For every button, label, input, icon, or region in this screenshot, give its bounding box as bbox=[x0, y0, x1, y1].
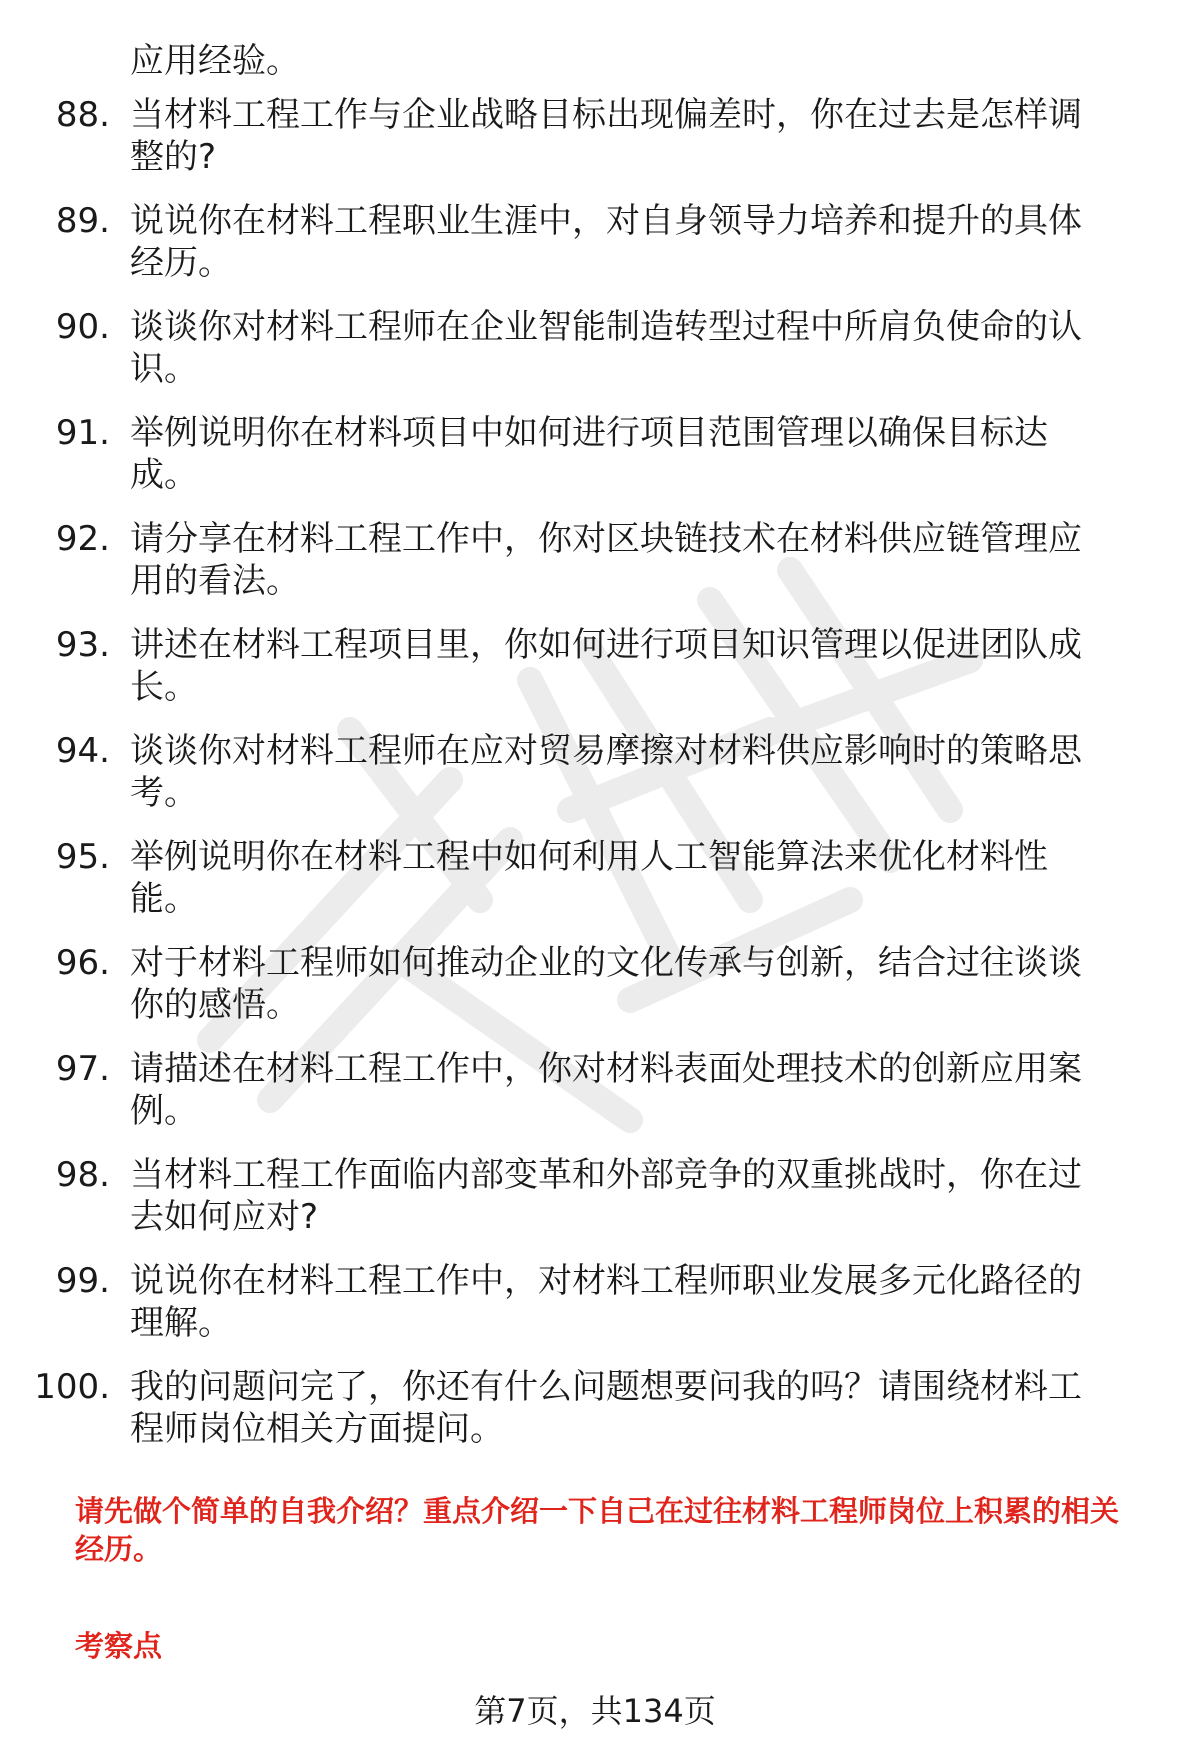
page-footer: 第7页，共134页 bbox=[474, 1692, 716, 1730]
highlight-question bbox=[75, 1492, 1165, 1568]
text-line: 我的问题问完了，你还有什么问题想要问我的吗？请围绕材料工 bbox=[130, 1367, 1082, 1407]
question-number: 90. bbox=[55, 307, 110, 347]
text-line: 当材料工程工作与企业战略目标出现偏差时，你在过去是怎样调 bbox=[130, 95, 1082, 135]
question-number: 95. bbox=[55, 837, 110, 877]
examination-point-label: 考察点 bbox=[75, 1629, 163, 1663]
question-text bbox=[130, 1260, 1150, 1344]
question-item bbox=[0, 1154, 1190, 1260]
question-text bbox=[130, 836, 1150, 920]
text-line: 举例说明你在材料工程中如何利用人工智能算法来优化材料性 bbox=[130, 837, 1048, 877]
text-line: 说说你在材料工程工作中，对材料工程师职业发展多元化路径的 bbox=[130, 1261, 1082, 1301]
text-line: 能。 bbox=[130, 879, 198, 919]
text-line: 你的感悟。 bbox=[130, 985, 300, 1025]
question-text bbox=[130, 624, 1150, 708]
question-number: 89. bbox=[55, 201, 110, 241]
question-item bbox=[0, 94, 1190, 200]
question-text bbox=[130, 942, 1150, 1026]
question-number: 88. bbox=[55, 95, 110, 135]
question-number: 97. bbox=[55, 1049, 110, 1089]
highlight-line: 经历。 bbox=[75, 1532, 163, 1566]
question-number: 93. bbox=[55, 625, 110, 665]
text-line: 请分享在材料工程工作中，你对区块链技术在材料供应链管理应 bbox=[130, 519, 1082, 559]
question-text bbox=[130, 1154, 1150, 1238]
question-number: 96. bbox=[55, 943, 110, 983]
question-number: 99. bbox=[55, 1261, 110, 1301]
question-item bbox=[0, 836, 1190, 942]
question-item bbox=[0, 306, 1190, 412]
text-line: 当材料工程工作面临内部变革和外部竞争的双重挑战时，你在过 bbox=[130, 1155, 1082, 1195]
continuation-line bbox=[0, 40, 1190, 94]
question-item bbox=[0, 518, 1190, 624]
text-line: 识。 bbox=[130, 349, 198, 389]
text-line: 考。 bbox=[130, 773, 198, 813]
text-line: 举例说明你在材料项目中如何进行项目范围管理以确保目标达 bbox=[130, 413, 1048, 453]
text-line: 讲述在材料工程项目里，你如何进行项目知识管理以促进团队成 bbox=[130, 625, 1082, 665]
text-line: 应用经验。 bbox=[130, 41, 300, 81]
question-text bbox=[130, 306, 1150, 390]
question-text bbox=[130, 1366, 1150, 1450]
text-line: 谈谈你对材料工程师在企业智能制造转型过程中所肩负使命的认 bbox=[130, 307, 1082, 347]
question-text bbox=[130, 200, 1150, 284]
text-line: 程师岗位相关方面提问。 bbox=[130, 1409, 504, 1449]
question-number: 92. bbox=[55, 519, 110, 559]
text-line: 用的看法。 bbox=[130, 561, 300, 601]
question-text bbox=[130, 730, 1150, 814]
question-number: 98. bbox=[55, 1155, 110, 1195]
question-number: 94. bbox=[55, 731, 110, 771]
text-line: 整的? bbox=[130, 137, 217, 177]
text-line: 经历。 bbox=[130, 243, 232, 283]
text-line: 谈谈你对材料工程师在应对贸易摩擦对材料供应影响时的策略思 bbox=[130, 731, 1082, 771]
text-line: 去如何应对? bbox=[130, 1197, 319, 1237]
question-item bbox=[0, 412, 1190, 518]
question-item bbox=[0, 1048, 1190, 1154]
continuation-text bbox=[130, 40, 1150, 82]
text-line: 长。 bbox=[130, 667, 198, 707]
question-number: 100. bbox=[34, 1367, 110, 1407]
text-line: 对于材料工程师如何推动企业的文化传承与创新，结合过往谈谈 bbox=[130, 943, 1082, 983]
question-text bbox=[130, 518, 1150, 602]
highlight-line: 请先做个简单的自我介绍？重点介绍一下自己在过往材料工程师岗位上积累的相关 bbox=[75, 1494, 1120, 1528]
question-list bbox=[0, 40, 1190, 1472]
question-item bbox=[0, 730, 1190, 836]
text-line: 例。 bbox=[130, 1091, 198, 1131]
question-item bbox=[0, 624, 1190, 730]
question-text bbox=[130, 94, 1150, 178]
question-item bbox=[0, 200, 1190, 306]
question-text bbox=[130, 1048, 1150, 1132]
question-text bbox=[130, 412, 1150, 496]
question-item bbox=[0, 1260, 1190, 1366]
text-line: 请描述在材料工程工作中，你对材料表面处理技术的创新应用案 bbox=[130, 1049, 1082, 1089]
question-item bbox=[0, 942, 1190, 1048]
text-line: 成。 bbox=[130, 455, 198, 495]
text-line: 理解。 bbox=[130, 1303, 232, 1343]
question-item bbox=[0, 1366, 1190, 1472]
question-number: 91. bbox=[55, 413, 110, 453]
text-line: 说说你在材料工程职业生涯中，对自身领导力培养和提升的具体 bbox=[130, 201, 1082, 241]
